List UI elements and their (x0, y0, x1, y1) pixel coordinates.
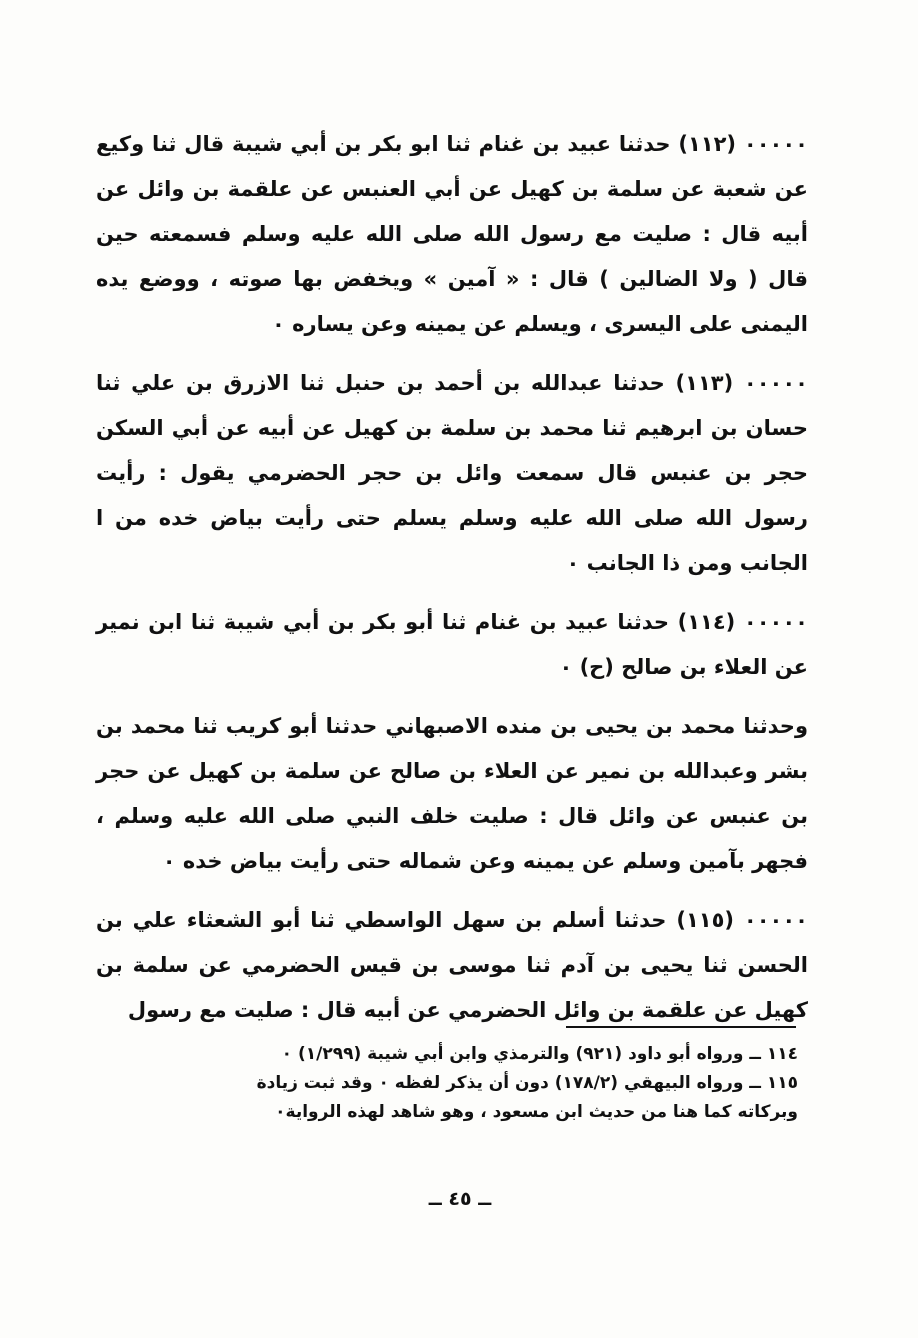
footnotes (96, 1040, 798, 1127)
main-text (96, 122, 808, 1047)
footnote-114: ١١٤ ــ ورواه أبو داود (٩٢١) والترمذي وابن أبي شيبة (١/٢٩٩) ٠ (281, 1044, 798, 1064)
footnote-divider (566, 1026, 796, 1028)
page-number: ــ ٤٥ ــ (428, 1188, 492, 1210)
hadith-114-paragraph: ٠٠٠٠٠ (١١٤) حدثنا عبيد بن غنام ثنا أبو بكر بن أبي شيبة ثنا ابن نمير عن العلاء بن صالح (ح) ٠ (96, 610, 808, 679)
footnote-115: ١١٥ ــ ورواه البيهقي (١٧٨/٢) دون أن يذكر لفظه ٠ وقد ثبت زيادة (256, 1073, 798, 1093)
footnote-115-continuation: وبركاته كما هنا من حديث ابن مسعود ، وهو شاهد لهذه الرواية٠ (275, 1102, 798, 1122)
hadith-114-second-chain-paragraph: وحدثنا محمد بن يحيى بن منده الاصبهاني حدثنا أبو كريب ثنا محمد بن بشر وعبدالله بن نمير عن العلاء بن صالح عن سلمة بن كهيل عن حجر بن عنبس عن وائل قال : صليت خلف النبي صلى الله عليه وسلم ، فجهر بآمين وسلم عن يمينه وعن شماله حتى رأيت بياض خده ٠ (96, 714, 808, 873)
hadith-112-paragraph: ٠٠٠٠٠ (١١٢) حدثنا عبيد بن غنام ثنا ابو بكر بن أبي شيبة قال ثنا وكيع عن شعبة عن سلمة بن كهيل عن أبي العنبس عن علقمة بن وائل عن أبيه قال : صليت مع رسول الله صلى الله عليه وسلم فسمعته حين قال ( ولا الضالين ) قال : « آمين » ويخفض بها صوته ، ووضع يده اليمنى على اليسرى ، ويسلم عن يمينه وعن يساره ٠ (96, 132, 808, 336)
hadith-115-paragraph: ٠٠٠٠٠ (١١٥) حدثنا أسلم بن سهل الواسطي ثنا أبو الشعثاء علي بن الحسن ثنا يحيى بن آدم ثنا موسى بن قيس الحضرمي عن سلمة بن كهيل عن علقمة بن وائل الحضرمي عن أبيه قال : صليت مع رسول (96, 908, 808, 1022)
hadith-113-paragraph: ٠٠٠٠٠ (١١٣) حدثنا عبدالله بن أحمد بن حنبل ثنا الازرق بن علي ثنا حسان بن ابرهيم ثنا محمد بن سلمة بن كهيل عن أبيه عن أبي السكن حجر بن عنبس قال سمعت وائل بن حجر الحضرمي يقول : رأيت رسول الله صلى الله عليه وسلم يسلم حتى رأيت بياض خده من ا الجانب ومن ذا الجانب ٠ (96, 371, 808, 575)
